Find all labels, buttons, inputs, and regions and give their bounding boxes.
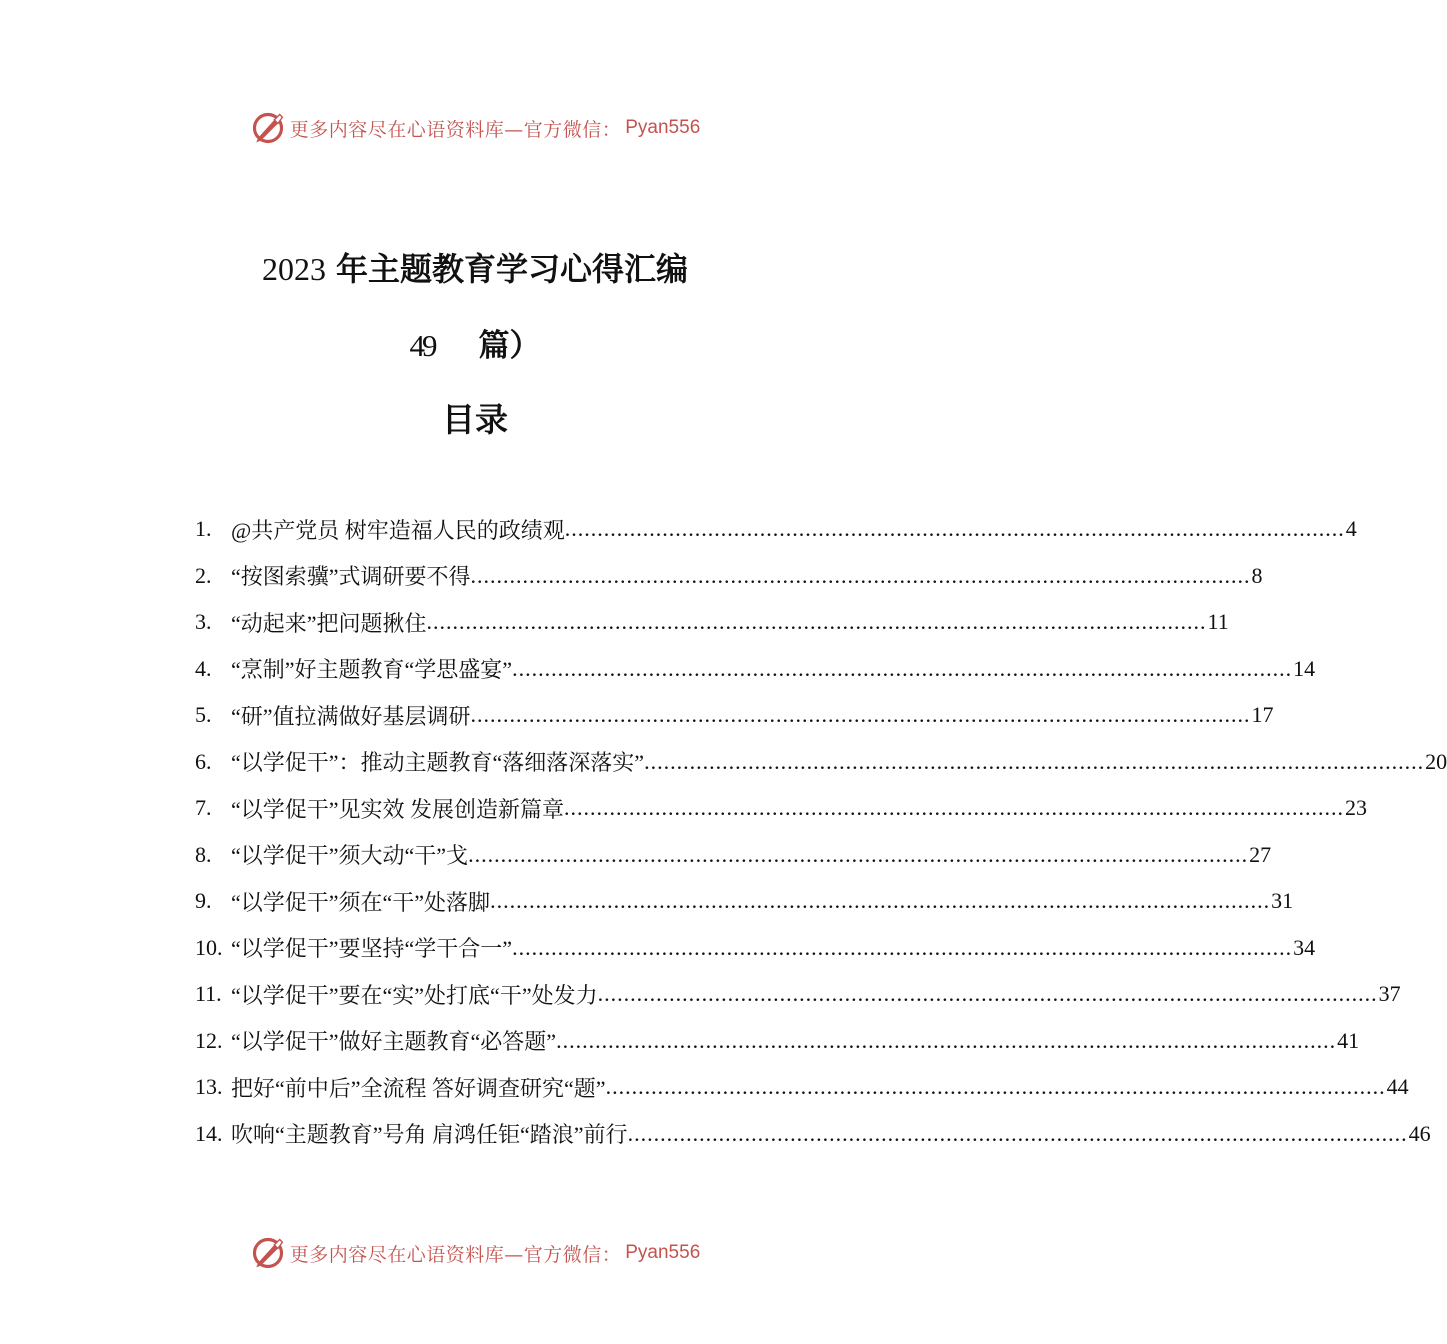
toc-entry[interactable] (195, 925, 1316, 972)
toc-entry-title: “以学促干”要在“实”处打底“干”处发力 (231, 982, 598, 1008)
toc-leader-dots: ........................................................................................................................ (627, 1120, 1408, 1146)
header-banner[interactable] (0, 108, 950, 148)
wechat-id: Pyan556 (625, 117, 701, 138)
toc-entry-number: 5. (195, 702, 212, 728)
table-of-contents (195, 506, 1447, 1157)
toc-entry[interactable] (195, 646, 1316, 693)
toc-entry[interactable] (195, 739, 1447, 786)
toc-entry-number: 2. (195, 562, 212, 588)
toc-leader-dots: ........................................................................................................................ (564, 795, 1345, 821)
toc-entry-title: “以学促干”须在“干”处落脚 (231, 889, 491, 915)
article-count (0, 320, 950, 365)
toc-entry[interactable] (195, 1064, 1409, 1111)
toc-entry[interactable] (195, 785, 1368, 832)
toc-entry[interactable] (195, 599, 1229, 646)
article-count-number: 49 (409, 328, 435, 363)
toc-leader-dots: ........................................................................................................................ (556, 1027, 1337, 1053)
toc-entry-title: “研”值拉满做好基层调研 (231, 703, 471, 729)
toc-entry-page: 44 (1386, 1074, 1409, 1100)
toc-entry-number: 6. (195, 748, 212, 774)
title-year: 2023 (261, 251, 326, 287)
toc-entry-page: 46 (1408, 1120, 1431, 1146)
toc-entry-title: “烹制”好主题教育“学思盛宴” (231, 657, 513, 683)
toc-entry-page: 41 (1337, 1027, 1360, 1053)
toc-entry-page: 34 (1293, 934, 1316, 960)
toc-entry-number: 10. (195, 934, 223, 960)
toc-entry-title: @共产党员 树牢造福人民的政绩观 (231, 517, 565, 543)
toc-entry-number: 9. (195, 888, 212, 914)
pen-logo-icon (250, 110, 286, 146)
toc-entry-number: 8. (195, 841, 212, 867)
toc-leader-dots: ........................................................................................................................ (644, 748, 1425, 774)
toc-leader-dots: ........................................................................................................................ (605, 1074, 1386, 1100)
banner-text: 更多内容尽在心语资料库—官方微信： (289, 118, 622, 141)
toc-entry-title: “以学促干”须大动“干”戈 (231, 843, 469, 869)
toc-entry-page: 27 (1249, 841, 1272, 867)
toc-entry-number: 13. (195, 1074, 223, 1100)
toc-entry-title: “以学促干”：推动主题教育“落细落深落实” (231, 750, 645, 776)
toc-leader-dots: ........................................................................................................................ (470, 702, 1251, 728)
toc-heading: 目录 (442, 400, 508, 439)
toc-entry-page: 14 (1293, 655, 1316, 681)
toc-entry[interactable] (195, 1018, 1360, 1065)
toc-entry-title: “动起来”把问题揪住 (231, 610, 427, 636)
toc-leader-dots: ........................................................................................................................ (468, 841, 1249, 867)
toc-entry-page: 31 (1271, 888, 1294, 914)
toc-leader-dots: ........................................................................................................................ (426, 609, 1207, 635)
toc-entry-title: 吹响“主题教育”号角 肩鸿任钜“踏浪”前行 (231, 1122, 628, 1148)
title-main: 年主题教育学习心得汇编 (335, 250, 688, 288)
toc-entry-number: 7. (195, 795, 212, 821)
toc-entry-title: “按图索骥”式调研要不得 (231, 564, 471, 590)
toc-entry-title: “以学促干”要坚持“学干合一” (231, 936, 513, 962)
toc-entry-number: 4. (195, 655, 212, 681)
toc-entry-title: “以学促干”做好主题教育“必答题” (231, 1029, 557, 1055)
document-title (0, 244, 950, 290)
toc-entry-number: 11. (195, 981, 222, 1007)
toc-entry-title: 把好“前中后”全流程 答好调查研究“题” (231, 1075, 606, 1101)
pen-logo-icon (250, 1235, 286, 1271)
toc-entry[interactable] (195, 971, 1401, 1018)
toc-entry-number: 14. (195, 1120, 223, 1146)
toc-entry[interactable] (195, 832, 1272, 879)
toc-entry[interactable] (195, 878, 1294, 925)
toc-leader-dots: ........................................................................................................................ (490, 888, 1271, 914)
toc-entry-page: 4 (1345, 516, 1357, 542)
toc-entry[interactable] (195, 506, 1357, 553)
toc-entry[interactable] (195, 692, 1274, 739)
toc-entry[interactable] (195, 553, 1263, 600)
toc-entry-page: 20 (1425, 748, 1447, 774)
toc-entry-page: 37 (1378, 981, 1401, 1007)
toc-entry-number: 1. (195, 516, 212, 542)
toc-entry-title: “以学促干”见实效 发展创造新篇章 (231, 796, 565, 822)
banner-text: 更多内容尽在心语资料库—官方微信： (289, 1243, 622, 1266)
article-count-suffix: 篇） (478, 328, 541, 364)
toc-entry-page: 11 (1207, 609, 1229, 635)
toc-entry[interactable] (195, 1111, 1431, 1158)
toc-entry-number: 12. (195, 1027, 223, 1053)
toc-entry-page: 23 (1345, 795, 1368, 821)
toc-leader-dots: ........................................................................................................................ (564, 516, 1345, 542)
toc-leader-dots: ........................................................................................................................ (512, 655, 1293, 681)
toc-entry-page: 8 (1251, 562, 1263, 588)
toc-leader-dots: ........................................................................................................................ (470, 562, 1251, 588)
wechat-id: Pyan556 (625, 1242, 701, 1263)
footer-banner[interactable] (0, 1233, 950, 1273)
toc-leader-dots: ........................................................................................................................ (512, 934, 1293, 960)
toc-entry-number: 3. (195, 609, 212, 635)
toc-leader-dots: ........................................................................................................................ (597, 981, 1378, 1007)
toc-entry-page: 17 (1251, 702, 1274, 728)
